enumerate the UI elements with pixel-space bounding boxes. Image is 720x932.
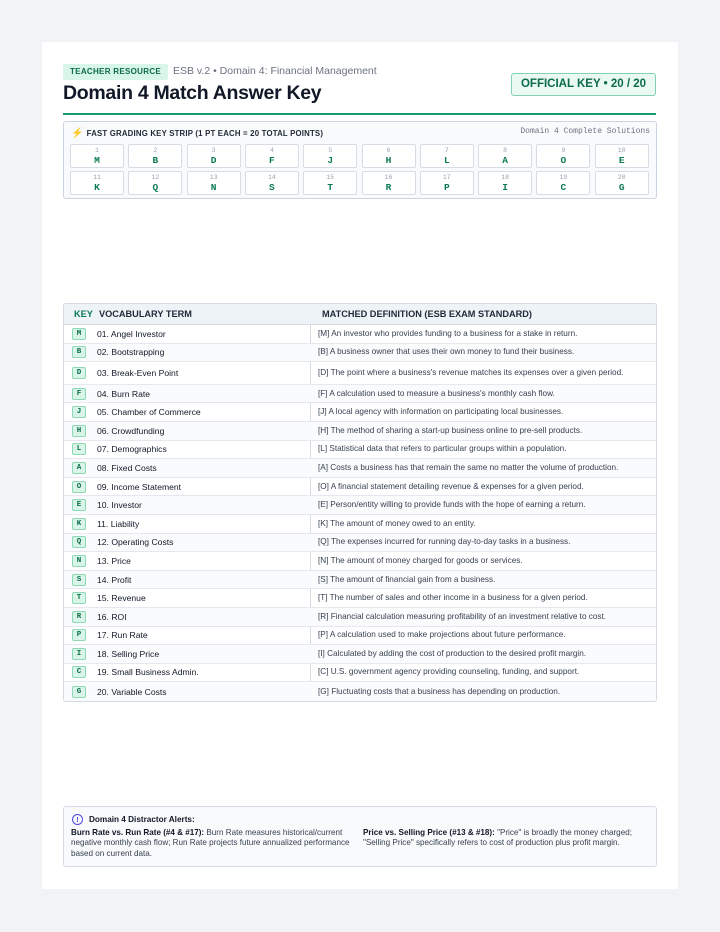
matched-definition: [H] The method of sharing a start-up business online to pre-sell products.	[318, 425, 583, 435]
matched-definition: [S] The amount of financial gain from a business.	[318, 574, 496, 584]
table-row	[64, 496, 656, 515]
cell-letter: B	[152, 155, 159, 166]
cell-number: 17	[442, 174, 451, 181]
key-strip-cell	[303, 171, 357, 195]
table-row	[64, 589, 656, 608]
table-row	[64, 459, 656, 478]
matched-definition: [E] Person/entity willing to provide funds with the hope of earning a return.	[318, 499, 586, 509]
cell-letter: E	[618, 155, 625, 166]
vocabulary-term: 07. Demographics	[97, 444, 167, 455]
cell-number: 9	[561, 147, 566, 154]
vocabulary-term: 12. Operating Costs	[97, 537, 174, 548]
cell-letter: K	[94, 182, 100, 193]
key-strip-cell	[420, 144, 474, 168]
table-header	[64, 304, 656, 325]
table-row	[64, 664, 656, 683]
vocabulary-term: 16. ROI	[97, 611, 127, 622]
table-row	[64, 344, 656, 363]
table-row	[64, 608, 656, 627]
vocabulary-term: 18. Selling Price	[97, 648, 160, 659]
table-row	[64, 552, 656, 571]
vocabulary-term: 19. Small Business Admin.	[97, 667, 199, 678]
key-strip-cell	[245, 171, 299, 195]
matched-definition: [L] Statistical data that refers to particular groups within a population.	[318, 444, 567, 454]
matched-definition: [C] U.S. government agency providing counseling, funding, and support.	[318, 667, 580, 677]
key-strip-cell	[420, 171, 474, 195]
vocabulary-term: 20. Variable Costs	[97, 686, 167, 697]
key-strip-cell	[478, 171, 532, 195]
distractor-alerts	[63, 806, 657, 867]
matched-definition: [P] A calculation used to make projections about future performance.	[318, 630, 566, 640]
official-key-badge: OFFICIAL KEY • 20 / 20	[511, 73, 656, 96]
key-letter-badge: E	[72, 499, 86, 511]
cell-number: 14	[267, 174, 276, 181]
header-definition: MATCHED DEFINITION (ESB EXAM STANDARD)	[322, 309, 532, 319]
key-letter-badge: C	[72, 666, 86, 678]
cell-number: 3	[211, 147, 216, 154]
cell-letter: T	[327, 182, 334, 193]
key-letter-badge: O	[72, 481, 86, 493]
header-term: VOCABULARY TERM	[99, 309, 192, 319]
table-row	[64, 515, 656, 534]
key-strip-cell	[362, 144, 416, 168]
strip-caption: Domain 4 Complete Solutions	[520, 127, 650, 136]
key-letter-badge: K	[72, 518, 86, 530]
cell-letter: C	[560, 182, 567, 193]
cell-letter: H	[385, 155, 392, 166]
cell-number: 15	[326, 174, 335, 181]
cell-number: 7	[444, 147, 449, 154]
key-letter-badge: H	[72, 425, 86, 437]
cell-number: 10	[617, 147, 626, 154]
header-key: KEY	[74, 309, 93, 319]
table-row	[64, 362, 656, 385]
cell-letter: O	[560, 155, 567, 166]
vocabulary-term: 04. Burn Rate	[97, 388, 151, 399]
vocabulary-term: 02. Bootstrapping	[97, 347, 165, 358]
header-divider	[63, 113, 656, 115]
key-letter-badge: L	[72, 443, 86, 455]
key-letter-badge: A	[72, 462, 86, 474]
table-row	[64, 645, 656, 664]
matched-definition: [Q] The expenses incurred for running day-to-day tasks in a business.	[318, 537, 571, 547]
key-letter-badge: Q	[72, 536, 86, 548]
vocabulary-term: 14. Profit	[97, 574, 132, 585]
cell-letter: P	[443, 182, 450, 193]
key-strip-cell	[187, 144, 241, 168]
key-strip-cell	[478, 144, 532, 168]
cell-number: 8	[503, 147, 508, 154]
matched-definition: [F] A calculation used to measure a business's monthly cash flow.	[318, 388, 555, 398]
cell-number: 18	[501, 174, 509, 181]
key-letter-badge: P	[72, 629, 86, 641]
key-letter-badge: S	[72, 574, 86, 586]
answer-table	[63, 303, 657, 702]
key-strip-cell	[245, 144, 299, 168]
alert-right-heading: Price vs. Selling Price (#13 & #18):	[363, 828, 495, 837]
table-row	[64, 441, 656, 460]
alert-left-heading: Burn Rate vs. Run Rate (#4 & #17):	[71, 828, 205, 837]
page-title: Domain 4 Match Answer Key	[63, 82, 322, 104]
key-strip-cell	[70, 144, 124, 168]
key-letter-badge: F	[72, 388, 86, 400]
cell-letter: D	[210, 155, 217, 166]
key-letter-badge: B	[72, 346, 86, 358]
vocabulary-term: 06. Crowdfunding	[97, 425, 165, 436]
matched-definition: [K] The amount of money owed to an entity.	[318, 518, 476, 528]
key-strip-cell	[70, 171, 124, 195]
alert-left-text: Burn Rate measures historical/current negative monthly cash flow; Run Rate projects future annualized performance based on current data.	[71, 828, 350, 858]
alert-price	[363, 828, 646, 849]
strip-heading-text: FAST GRADING KEY STRIP (1 PT EACH = 20 TOTAL POINTS)	[86, 129, 324, 138]
cell-number: 6	[386, 147, 391, 154]
cell-letter: G	[618, 182, 625, 193]
table-row	[64, 627, 656, 646]
matched-definition: [B] A business owner that uses their own money to fund their business.	[318, 347, 575, 357]
strip-heading	[71, 128, 323, 139]
key-strip-cell	[187, 171, 241, 195]
cell-number: 20	[617, 174, 626, 181]
key-strip-cell	[536, 144, 590, 168]
table-row	[64, 682, 656, 701]
cell-letter: M	[94, 155, 100, 166]
vocabulary-term: 10. Investor	[97, 500, 142, 511]
cell-number: 2	[153, 147, 158, 154]
vocabulary-term: 09. Income Statement	[97, 481, 182, 492]
key-letter-badge: N	[72, 555, 86, 567]
vocabulary-term: 11. Liability	[97, 518, 140, 529]
cell-letter: L	[443, 155, 450, 166]
table-row	[64, 571, 656, 590]
key-strip-cell	[595, 171, 649, 195]
teacher-resource-badge: TEACHER RESOURCE	[63, 64, 168, 80]
key-strip-cell	[128, 171, 182, 195]
alert-right-text: "Price" is broadly the money charged; "Selling Price" specifically refers to cost of production plus profit margin.	[363, 828, 632, 848]
key-strip-cell	[595, 144, 649, 168]
key-letter-badge: R	[72, 611, 86, 623]
alerts-title: Domain 4 Distractor Alerts:	[89, 815, 195, 824]
matched-definition: [G] Fluctuating costs that a business has depending on production.	[318, 686, 561, 696]
vocabulary-term: 08. Fixed Costs	[97, 462, 157, 473]
cell-letter: N	[210, 182, 217, 193]
key-letter-badge: T	[72, 592, 86, 604]
cell-number: 13	[209, 174, 218, 181]
key-letter-badge: I	[72, 648, 86, 660]
matched-definition: [A] Costs a business has that remain the same no matter the volume of production.	[318, 462, 619, 472]
lightning-icon: ⚡	[71, 128, 84, 139]
matched-definition: [I] Calculated by adding the cost of production to the desired profit margin.	[318, 648, 587, 658]
cell-number: 16	[384, 174, 393, 181]
cell-letter: F	[269, 155, 275, 166]
cell-letter: R	[385, 182, 392, 193]
matched-definition: [J] A local agency with information on participating local businesses.	[318, 406, 564, 416]
cell-letter: J	[327, 155, 334, 166]
grading-key-strip	[63, 121, 657, 199]
vocabulary-term: 01. Angel Investor	[97, 328, 166, 339]
table-row	[64, 325, 656, 344]
table-row	[64, 422, 656, 441]
matched-definition: [M] An investor who provides funding to a business for a stake in return.	[318, 328, 578, 338]
cell-letter: A	[502, 155, 508, 166]
cell-letter: I	[502, 182, 508, 193]
vocabulary-term: 15. Revenue	[97, 593, 146, 604]
key-letter-badge: D	[72, 367, 86, 379]
vocabulary-term: 17. Run Rate	[97, 630, 148, 641]
matched-definition: [T] The number of sales and other income in a business for a given period.	[318, 592, 588, 602]
table-row	[64, 534, 656, 553]
cell-letter: Q	[152, 182, 159, 193]
cell-number: 1	[95, 147, 99, 154]
matched-definition: [D] The point where a business's revenue matches its expenses over a given period.	[318, 367, 624, 377]
vocabulary-term: 05. Chamber of Commerce	[97, 407, 201, 418]
matched-definition: [R] Financial calculation measuring profitability of an investment relative to cost.	[318, 611, 607, 621]
cell-number: 4	[269, 147, 274, 154]
cell-number: 19	[559, 174, 568, 181]
matched-definition: [N] The amount of money charged for goods or services.	[318, 555, 523, 565]
key-strip-cell	[536, 171, 590, 195]
table-body	[64, 325, 656, 701]
cell-number: 11	[93, 174, 101, 181]
vocabulary-term: 13. Price	[97, 555, 131, 566]
key-letter-badge: J	[72, 406, 86, 418]
cell-number: 12	[151, 174, 160, 181]
info-icon: !	[72, 814, 83, 825]
table-row	[64, 478, 656, 497]
table-row	[64, 403, 656, 422]
cell-letter: S	[269, 182, 275, 193]
key-letter-badge: G	[72, 686, 86, 698]
table-row	[64, 385, 656, 404]
answer-key-page	[42, 42, 678, 889]
key-strip-cell	[128, 144, 182, 168]
key-letter-badge: M	[72, 328, 86, 340]
cell-number: 5	[328, 147, 333, 154]
alert-burn-rate	[71, 828, 354, 859]
page-subtitle: ESB v.2 • Domain 4: Financial Management	[173, 65, 377, 77]
key-strip-cell	[303, 144, 357, 168]
vocabulary-term: 03. Break-Even Point	[97, 367, 179, 378]
key-strip-cell	[362, 171, 416, 195]
matched-definition: [O] A financial statement detailing revenue & expenses for a given period.	[318, 481, 584, 491]
